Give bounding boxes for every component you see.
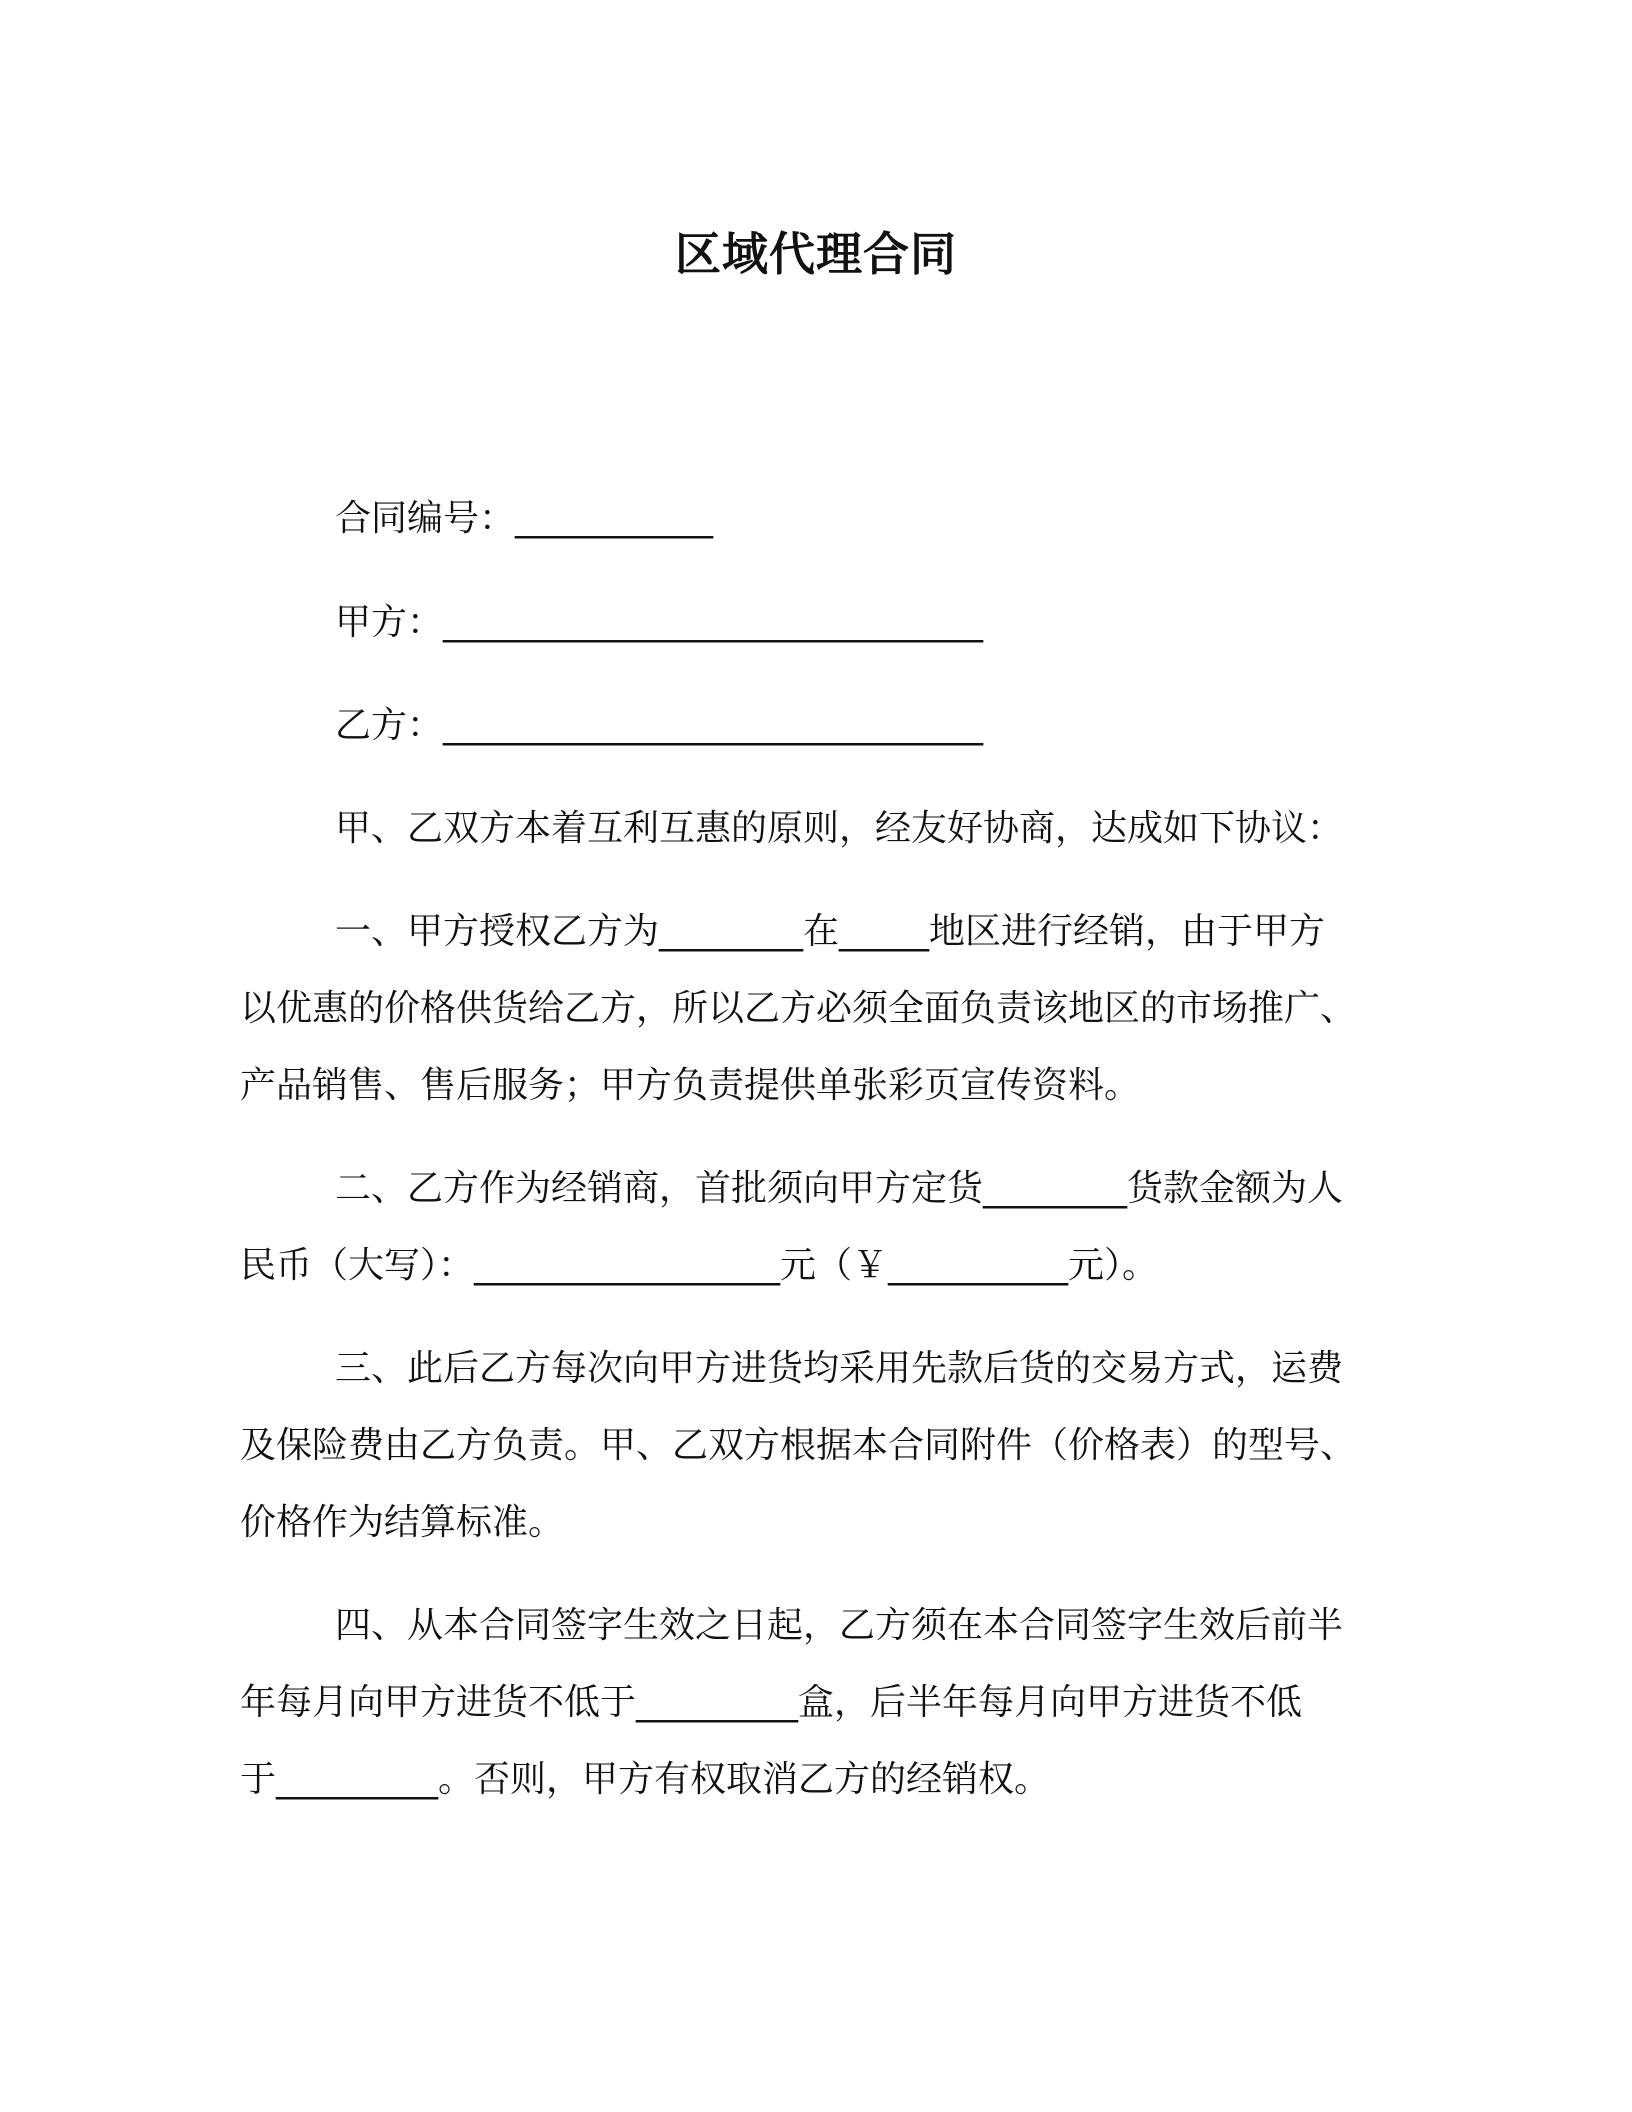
clause-line: 价格作为结算标准。 [240,1502,565,1543]
clause-line: 产品销售、售后服务；甲方负责提供单张彩页宣传资料。 [240,1065,1141,1106]
clause-line: 以优惠的价格供货给乙方，所以乙方必须全面负责该地区的市场推广、 [240,988,1357,1029]
clause-line: 三、此后乙方每次向甲方进货均采用先款后货的交易方式，运费 [335,1348,1344,1389]
clause-line: 于_________。否则，甲方有权取消乙方的经销权。 [240,1759,1051,1800]
party-a-field: 甲方：______________________________ [335,602,984,643]
clause-line: 一、甲方授权乙方为________在_____地区进行经销，由于甲方 [335,911,1326,952]
clause-line: 民币（大写）：_________________元（￥__________元）。 [240,1245,1159,1286]
clause-line: 年每月向甲方进货不低于_________盒，后半年每月向甲方进货不低 [240,1682,1303,1723]
document-title: 区域代理合同 [675,227,957,281]
party-b-field: 乙方：______________________________ [335,705,984,746]
contract-number-field: 合同编号：___________ [335,498,714,539]
clause-line: 及保险费由乙方负责。甲、乙双方根据本合同附件（价格表）的型号、 [240,1425,1357,1466]
preamble: 甲、乙双方本着互利互惠的原则，经友好协商，达成如下协议： [335,808,1344,849]
clause-line: 二、乙方作为经销商，首批须向甲方定货________货款金额为人 [335,1168,1344,1209]
clause-line: 四、从本合同签字生效之日起，乙方须在本合同签字生效后前半 [335,1605,1344,1646]
